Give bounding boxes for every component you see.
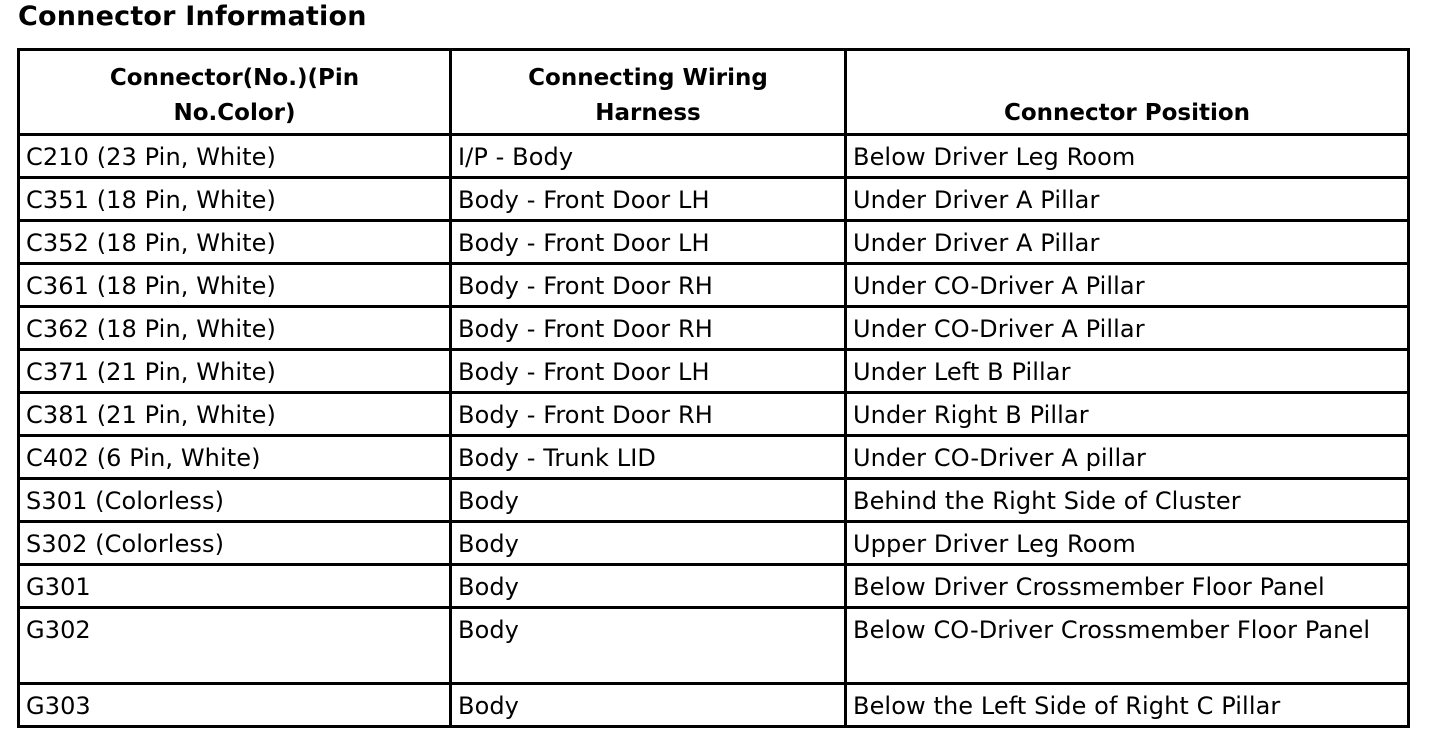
cell-connector: C381 (21 Pin, White): [19, 393, 451, 436]
table-row: [19, 135, 1409, 178]
cell-connector: C210 (23 Pin, White): [19, 135, 451, 178]
table-row: [19, 479, 1409, 522]
cell-harness: Body: [451, 684, 846, 727]
cell-position: Below the Left Side of Right C Pillar: [846, 684, 1409, 727]
table-row: [19, 307, 1409, 350]
table-row: [19, 436, 1409, 479]
table-header-row: [19, 50, 1409, 135]
cell-position: Under CO-Driver A Pillar: [846, 307, 1409, 350]
table-row: [19, 684, 1409, 727]
connector-table: [17, 48, 1410, 728]
cell-harness: Body: [451, 565, 846, 608]
cell-harness: Body - Front Door RH: [451, 393, 846, 436]
cell-harness: Body - Front Door RH: [451, 307, 846, 350]
cell-harness: Body - Front Door LH: [451, 350, 846, 393]
cell-connector: G302: [19, 608, 451, 684]
cell-connector: G303: [19, 684, 451, 727]
cell-position: Under Driver A Pillar: [846, 221, 1409, 264]
table-row: [19, 393, 1409, 436]
cell-position: Under Left B Pillar: [846, 350, 1409, 393]
cell-position: Under CO-Driver A Pillar: [846, 264, 1409, 307]
cell-position: Under Driver A Pillar: [846, 178, 1409, 221]
cell-position: Under CO-Driver A pillar: [846, 436, 1409, 479]
cell-connector: C371 (21 Pin, White): [19, 350, 451, 393]
cell-harness: Body - Front Door LH: [451, 178, 846, 221]
cell-harness: Body - Front Door LH: [451, 221, 846, 264]
page-title: Connector Information: [18, 1, 367, 32]
cell-harness: Body - Front Door RH: [451, 264, 846, 307]
cell-harness: Body: [451, 608, 846, 684]
cell-connector: S302 (Colorless): [19, 522, 451, 565]
cell-connector: C361 (18 Pin, White): [19, 264, 451, 307]
header-harness: Connecting Wiring Harness: [451, 50, 846, 135]
header-position: Connector Position: [846, 50, 1409, 135]
table-row: [19, 522, 1409, 565]
cell-position: Under Right B Pillar: [846, 393, 1409, 436]
cell-position: Behind the Right Side of Cluster: [846, 479, 1409, 522]
cell-harness: Body: [451, 522, 846, 565]
cell-connector: C352 (18 Pin, White): [19, 221, 451, 264]
cell-position: Upper Driver Leg Room: [846, 522, 1409, 565]
cell-position: Below CO-Driver Crossmember Floor Panel: [846, 608, 1409, 684]
cell-harness: Body - Trunk LID: [451, 436, 846, 479]
table-row: [19, 350, 1409, 393]
cell-harness: Body: [451, 479, 846, 522]
cell-harness: I/P - Body: [451, 135, 846, 178]
table-row: [19, 608, 1409, 684]
header-connector: Connector(No.)(Pin No.Color): [19, 50, 451, 135]
cell-connector: C351 (18 Pin, White): [19, 178, 451, 221]
cell-connector: C402 (6 Pin, White): [19, 436, 451, 479]
cell-connector: S301 (Colorless): [19, 479, 451, 522]
cell-position: Below Driver Crossmember Floor Panel: [846, 565, 1409, 608]
table-row: [19, 221, 1409, 264]
cell-connector: C362 (18 Pin, White): [19, 307, 451, 350]
cell-connector: G301: [19, 565, 451, 608]
table-row: [19, 178, 1409, 221]
table-row: [19, 565, 1409, 608]
cell-position: Below Driver Leg Room: [846, 135, 1409, 178]
table-row: [19, 264, 1409, 307]
